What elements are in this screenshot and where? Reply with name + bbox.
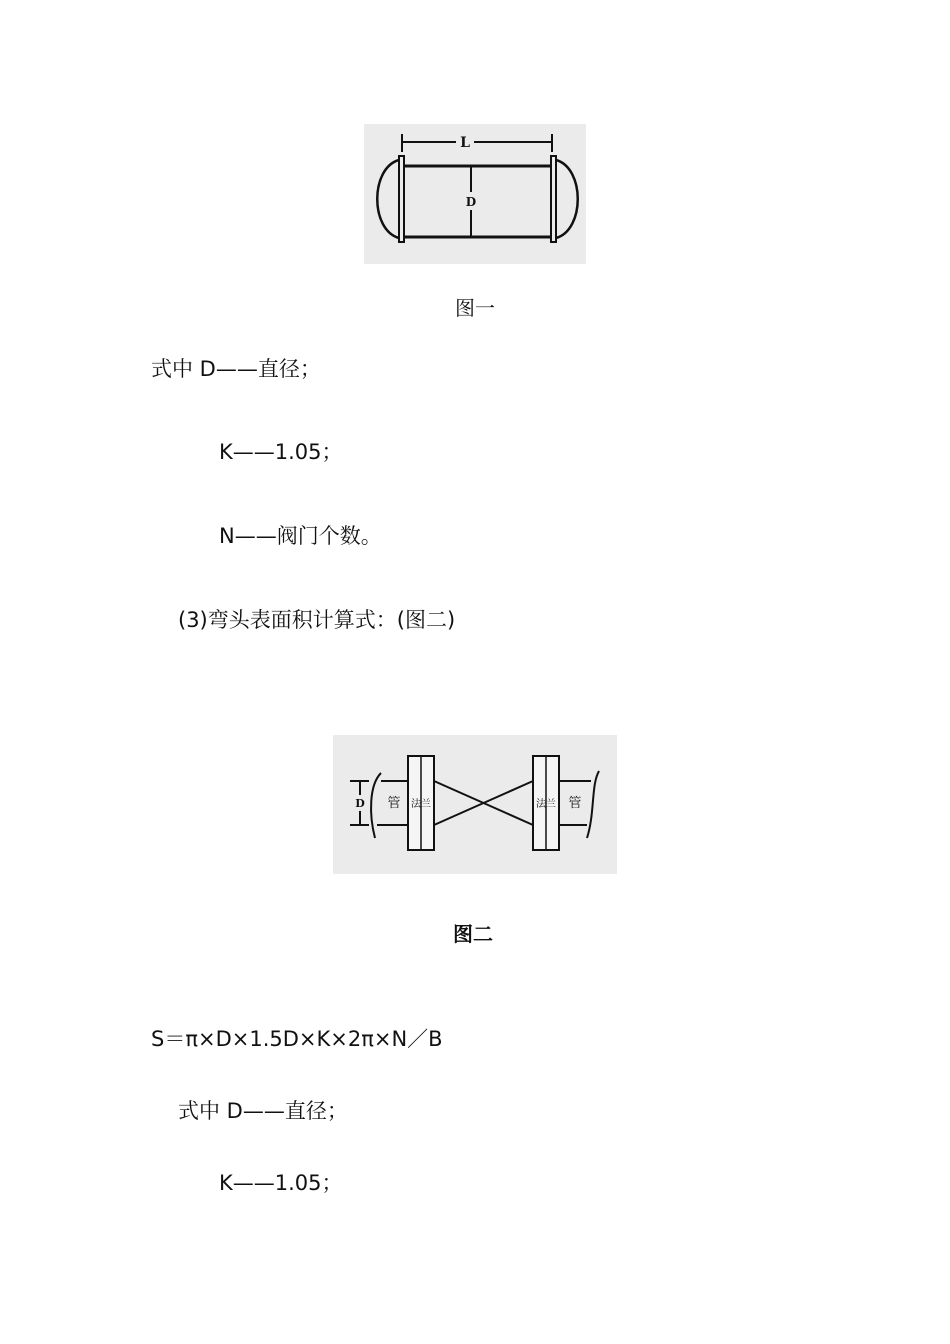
- figure-2-caption: 图二: [453, 922, 493, 946]
- label-flange-left: 法兰: [411, 799, 431, 810]
- label-D: D: [355, 797, 365, 810]
- label-pipe-right: 管: [568, 796, 582, 811]
- elbow-area-formula: S＝π×D×1.5D×K×2π×N／B: [151, 1027, 443, 1051]
- end-cap-right: [556, 160, 578, 238]
- figure-1-caption: 图一: [455, 296, 495, 320]
- label-L: L: [460, 135, 470, 151]
- definition-n: N——阀门个数。: [219, 524, 382, 548]
- definition-d-2: 式中 D——直径；: [178, 1099, 348, 1123]
- figure-1-valve-diagram: [364, 124, 586, 264]
- definition-d: 式中 D——直径；: [151, 357, 321, 381]
- valve-diagram-svg: [364, 124, 586, 264]
- definition-k-2: K——1.05；: [219, 1171, 343, 1195]
- pipe-left-break: [371, 773, 381, 838]
- end-cap-left: [377, 160, 399, 238]
- figure-2-elbow-diagram: [333, 735, 617, 874]
- definition-k: K——1.05；: [219, 440, 343, 464]
- label-D: D: [465, 195, 477, 209]
- flange-right: [551, 156, 556, 242]
- label-flange-right: 法兰: [536, 799, 556, 810]
- elbow-diagram-svg: [333, 735, 617, 874]
- label-pipe-left: 管: [387, 796, 401, 811]
- section-heading-elbow: (3)弯头表面积计算式：(图二): [178, 608, 456, 632]
- flange-left: [399, 156, 404, 242]
